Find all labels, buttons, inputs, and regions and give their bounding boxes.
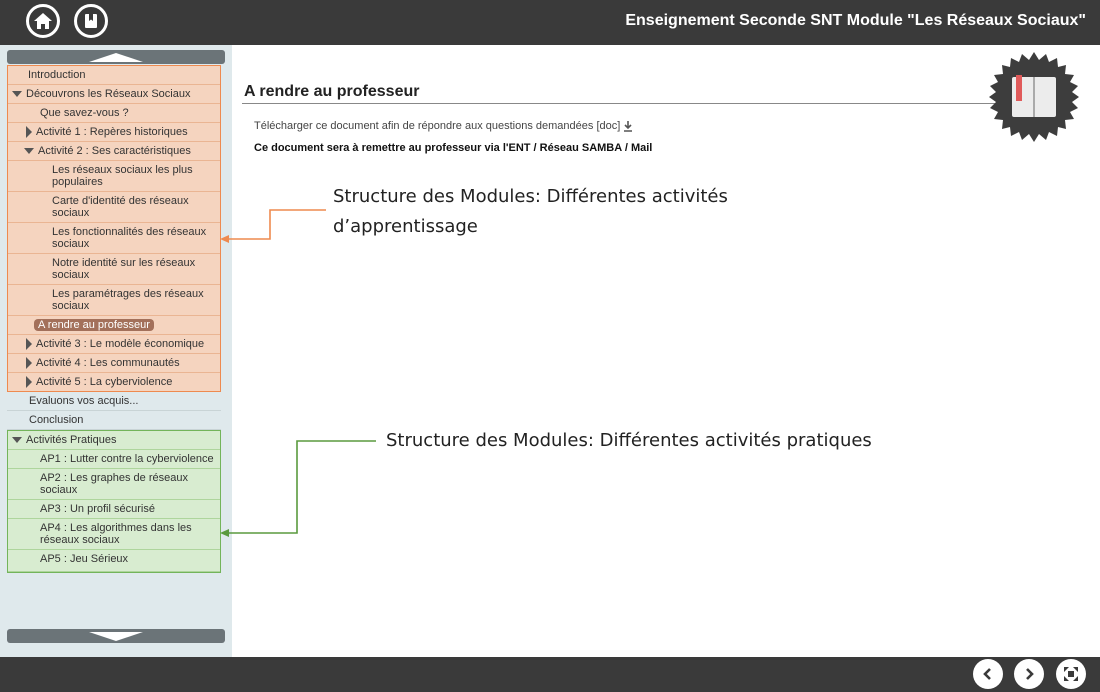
download-icon[interactable] bbox=[623, 121, 633, 132]
sidebar-item-activite-1[interactable]: Activité 1 : Repères historiques bbox=[8, 123, 220, 142]
expand-icon bbox=[24, 148, 34, 154]
active-item-label: A rendre au professeur bbox=[34, 319, 154, 331]
sidebar-item-evaluons[interactable]: Evaluons vos acquis... bbox=[7, 392, 221, 411]
title-divider bbox=[242, 103, 1012, 104]
sidebar-item-fonctionnalites[interactable]: Les fonctionnalités des réseaux sociaux bbox=[8, 223, 220, 254]
sidebar-item-ap5[interactable]: AP5 : Jeu Sérieux bbox=[8, 550, 220, 572]
learning-activities-group bbox=[7, 65, 221, 392]
chevron-right-icon bbox=[1022, 667, 1036, 681]
sidebar-item-que-savez-vous[interactable]: Que savez-vous ? bbox=[8, 104, 220, 123]
sidebar-item-activite-2[interactable]: Activité 2 : Ses caractéristiques bbox=[8, 142, 220, 161]
fullscreen-icon bbox=[1063, 666, 1079, 682]
annotation-learning-line1: Structure des Modules: Différentes activités bbox=[333, 186, 728, 207]
sidebar-item-populaires[interactable]: Les réseaux sociaux les plus populaires bbox=[8, 161, 220, 192]
sidebar-item-ap2[interactable]: AP2 : Les graphes de réseaux sociaux bbox=[8, 469, 220, 500]
collapsed-icon bbox=[26, 357, 32, 369]
previous-button[interactable] bbox=[973, 659, 1003, 689]
bookmark-icon[interactable] bbox=[74, 4, 108, 38]
sidebar-item-a-rendre[interactable] bbox=[8, 316, 220, 335]
home-icon[interactable] bbox=[26, 4, 60, 38]
sidebar-item-activites-pratiques[interactable]: Activités Pratiques bbox=[8, 431, 220, 450]
sidebar-item-ap1[interactable]: AP1 : Lutter contre la cyberviolence bbox=[8, 450, 220, 469]
collapsed-icon bbox=[26, 338, 32, 350]
download-instruction bbox=[254, 120, 633, 132]
sidebar-item-ap4[interactable]: AP4 : Les algorithmes dans les réseaux sociaux bbox=[8, 519, 220, 550]
chevron-up-icon bbox=[89, 53, 143, 62]
sidebar-item-identite[interactable]: Notre identité sur les réseaux sociaux bbox=[8, 254, 220, 285]
sidebar-item-decouvrons[interactable]: Découvrons les Réseaux Sociaux bbox=[8, 85, 220, 104]
chevron-down-icon bbox=[89, 632, 143, 641]
app-title: Enseignement Seconde SNT Module "Les Réseaux Sociaux" bbox=[625, 12, 1086, 29]
sidebar-item-introduction[interactable]: Introduction bbox=[8, 66, 220, 85]
annotation-practical: Structure des Modules: Différentes activités pratiques bbox=[386, 430, 872, 451]
sidebar-item-conclusion[interactable]: Conclusion bbox=[7, 411, 221, 430]
sidebar-item-activite-5[interactable]: Activité 5 : La cyberviolence bbox=[8, 373, 220, 391]
sidebar bbox=[0, 45, 232, 657]
bottom-bar bbox=[0, 657, 1100, 692]
fullscreen-button[interactable] bbox=[1056, 659, 1086, 689]
module-nav bbox=[7, 65, 221, 573]
sidebar-item-activite-3[interactable]: Activité 3 : Le modèle économique bbox=[8, 335, 220, 354]
scroll-up-button[interactable] bbox=[7, 50, 225, 64]
collapsed-icon bbox=[26, 126, 32, 138]
download-link[interactable]: Télécharger ce document afin de répondre aux questions demandées [doc] bbox=[254, 120, 621, 132]
annotation-learning-line2: d’apprentissage bbox=[333, 216, 478, 237]
sidebar-item-activite-4[interactable]: Activité 4 : Les communautés bbox=[8, 354, 220, 373]
practical-activities-group bbox=[7, 430, 221, 573]
book-badge-icon bbox=[988, 51, 1080, 143]
sidebar-item-carte-identite[interactable]: Carte d'identité des réseaux sociaux bbox=[8, 192, 220, 223]
collapsed-icon bbox=[26, 376, 32, 388]
sidebar-item-ap3[interactable]: AP3 : Un profil sécurisé bbox=[8, 500, 220, 519]
chevron-left-icon bbox=[981, 667, 995, 681]
expand-icon bbox=[12, 437, 22, 443]
scroll-down-button[interactable] bbox=[7, 629, 225, 643]
content-area bbox=[232, 45, 1100, 657]
submission-instruction: Ce document sera à remettre au professeur via l'ENT / Réseau SAMBA / Mail bbox=[254, 142, 653, 154]
expand-icon bbox=[12, 91, 22, 97]
next-button[interactable] bbox=[1014, 659, 1044, 689]
top-bar bbox=[0, 0, 1100, 46]
page-title: A rendre au professeur bbox=[244, 83, 420, 100]
sidebar-item-parametrages[interactable]: Les paramétrages des réseaux sociaux bbox=[8, 285, 220, 316]
